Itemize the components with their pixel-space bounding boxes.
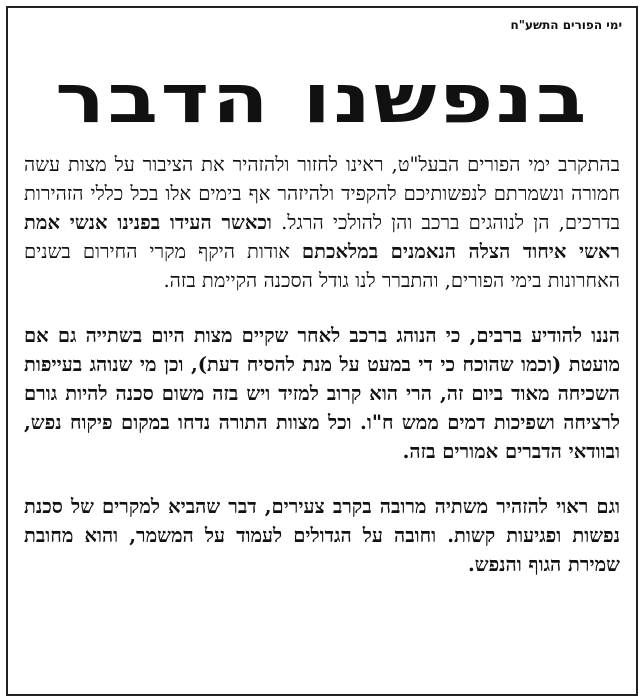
paragraph-1-bold-text: וכאשר העידו בפנינו אנשי אמת ראשי איחוד הצלה הנאמנים במלאכתם <box>24 211 621 263</box>
paragraph-1-text-b: אודות היקף מקרי החירום בשנים האחרונות בימי הפורים, והתברר לנו גודל הסכנה הקיימת בזה. <box>24 240 620 292</box>
notice-frame <box>6 6 638 696</box>
paragraph-2: הננו להודיע ברבים, כי הנוהג ברכב לאחר שקיים מצות היום בשתייה גם אם מועטת (וכמו שהוכח כי די במעט על מנת להסיח דעת), וכן מי שנוהג בעייפות השכיחה מאוד ביום זה, הרי הוא קרוב למזיד ויש בזה משום סכנה להיות גורם לרציחה ושפיכות דמים ממש ח"ו. וכל מצוות התורה נדחו במקום פיקוח נפש, ובוודאי הדברים אמורים בזה. <box>24 324 620 463</box>
notice-body <box>24 150 620 605</box>
date-note: ימי הפורים התשע"ח <box>510 18 622 32</box>
page-title: בנפשנו הדבר <box>55 60 589 139</box>
paragraph-3: וגם ראוי להזהיר משתיה מרובה בקרב צעירים, דבר שהביא למקרים של סכנת נפשות ופגיעות קשות. וחובה על הגדולים לעמוד על המשמר, והוא מחובת שמירת הגוף והנפש. <box>24 495 620 576</box>
paragraph-1-text-a: בהתקרב ימי הפורים הבעל"ט, ראינו לחזור ולהזהיר את הציבור על מצות עשה חמורה ונשמרתם לנפשותיכם להקפיד ולהיזהר אף בימים אלו בכל כללי הזהירות בדרכים, הן לנוהגים ברכב והן להולכי הרגל. <box>24 153 621 234</box>
paragraph-1 <box>24 150 620 295</box>
